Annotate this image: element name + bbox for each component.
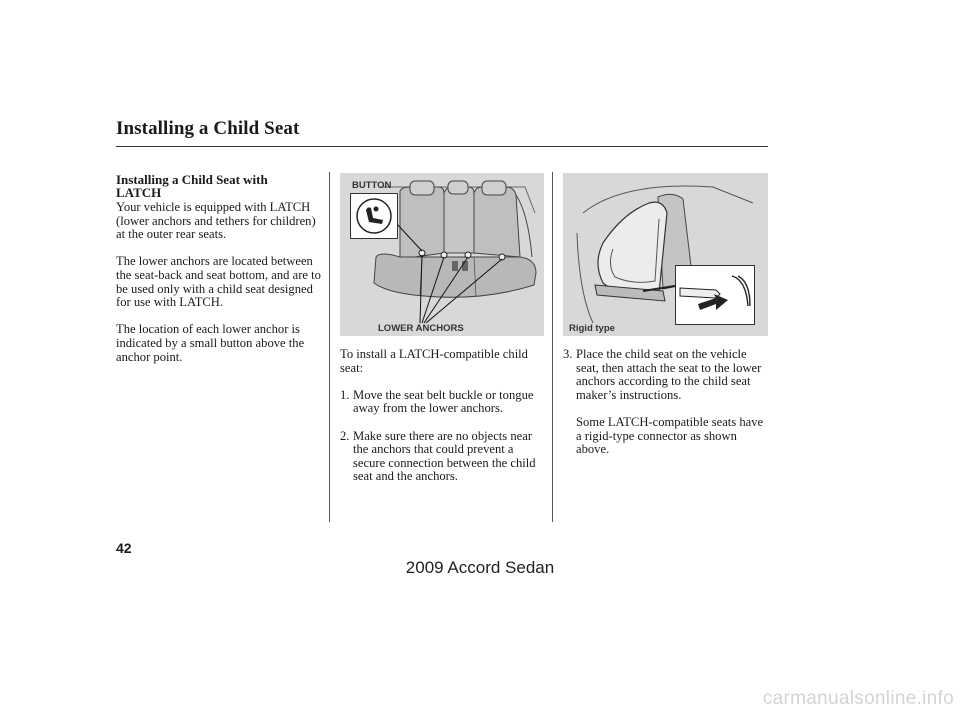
- paragraph: The lower anchors are located between the seat-back and seat bottom, and are to be used only with a child seat designed for use with LATCH.: [116, 254, 321, 310]
- watermark: carmanualsonline.info: [762, 688, 954, 709]
- column-divider-right: [552, 172, 553, 522]
- section-heading: Installing a Child Seat with LATCH: [116, 172, 268, 200]
- footer-model-name: 2009 Accord Sedan: [405, 558, 555, 577]
- child-seat-symbol-icon: [351, 194, 397, 238]
- rigid-type-figure: [563, 173, 768, 336]
- list-item: [563, 348, 768, 402]
- step-text: Place the child seat on the vehicle seat, then attach the seat to the lower anchors according to the child seat maker’s instructions.: [576, 347, 762, 402]
- step-number: 3.: [563, 347, 573, 361]
- step-number: 2.: [340, 428, 350, 443]
- title-divider: [116, 146, 768, 147]
- rigid-type-label: Rigid type: [569, 323, 615, 334]
- page-title: Installing a Child Seat: [116, 118, 300, 139]
- left-column-text: [116, 201, 326, 378]
- step-text: Move the seat belt buckle or tongue away from the lower anchors.: [353, 387, 534, 416]
- note-item: [563, 416, 768, 457]
- middle-column-text: [340, 348, 544, 498]
- note-text: Some LATCH-compatible seats have a rigid-type connector as shown above.: [576, 414, 764, 457]
- paragraph: Your vehicle is equipped with LATCH (lower anchors and tethers for children) at the outer rear seats.: [116, 200, 316, 242]
- button-inset: [350, 193, 398, 239]
- connector-inset: [675, 265, 755, 325]
- page-number: 42: [116, 540, 132, 556]
- right-column-text: [563, 348, 768, 470]
- intro-paragraph: To install a LATCH-compatible child seat:: [340, 347, 528, 375]
- list-item: [340, 389, 544, 416]
- step-number: 1.: [340, 387, 350, 402]
- step-text: Make sure there are no objects near the anchors that could prevent a secure connection between the child seat and the anchors.: [353, 428, 536, 484]
- column-divider-left: [329, 172, 330, 522]
- button-label: BUTTON: [352, 180, 392, 191]
- rigid-connector-icon: [676, 266, 754, 324]
- list-item: [340, 430, 544, 484]
- rear-seat-figure: [340, 173, 544, 336]
- paragraph: The location of each lower anchor is indicated by a small button above the anchor point.: [116, 322, 305, 364]
- lower-anchors-label: LOWER ANCHORS: [378, 323, 464, 334]
